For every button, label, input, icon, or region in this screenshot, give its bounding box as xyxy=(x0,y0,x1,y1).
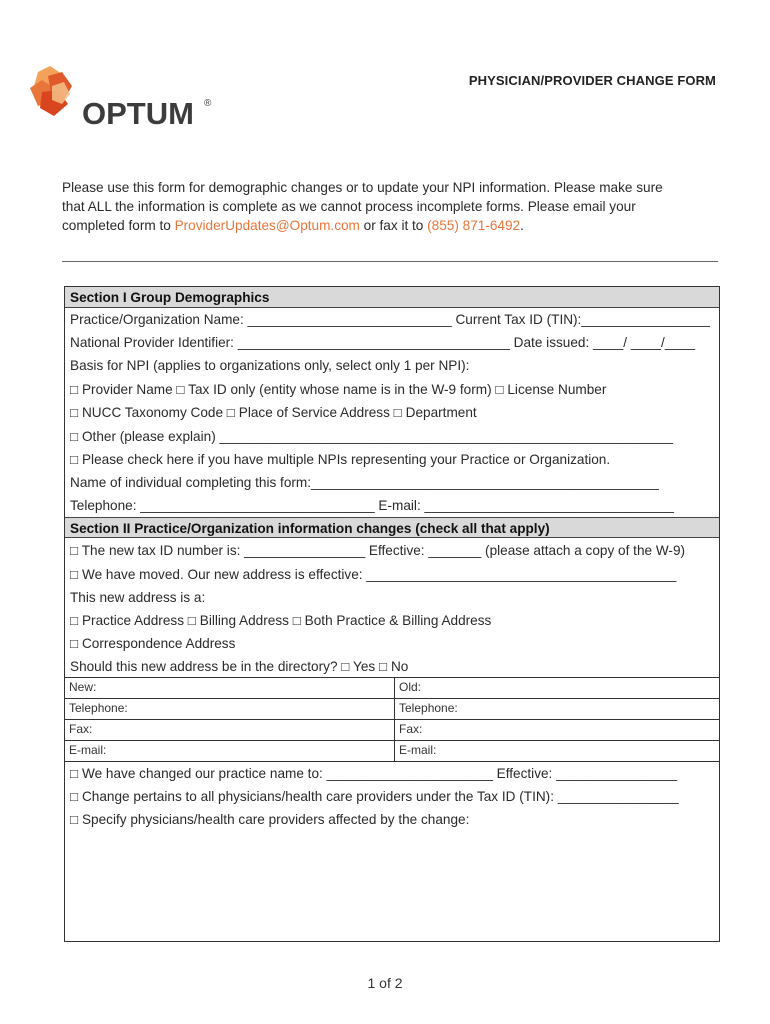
field-specify-providers[interactable]: □ Specify physicians/health care providers affected by the change: xyxy=(70,812,470,827)
grid-cell-old-email[interactable]: E-mail: xyxy=(399,743,437,757)
field-npi[interactable]: National Provider Identifier: ____________________________________ Date issued: ____/ ____/____ xyxy=(70,335,696,350)
registered-mark: ® xyxy=(204,98,212,109)
grid-line xyxy=(65,761,719,762)
form-box xyxy=(64,286,720,942)
intro-line: Please use this form for demographic changes or to update your NPI information. Please make sure xyxy=(62,180,663,195)
intro-line xyxy=(62,216,722,235)
grid-cell-old-fax[interactable]: Fax: xyxy=(399,722,423,736)
form-title: PHYSICIAN/PROVIDER CHANGE FORM xyxy=(468,73,716,88)
address-type-correspondence[interactable]: □ Correspondence Address xyxy=(70,636,236,651)
email-link[interactable]: ProviderUpdates@Optum.com xyxy=(174,218,360,233)
field-telephone-email[interactable]: Telephone: _______________________________ E-mail: _________________________________ xyxy=(70,498,674,513)
field-practice-name[interactable]: Practice/Organization Name: ___________________________ Current Tax ID (TIN):_________________ xyxy=(70,312,710,327)
npi-basis-options[interactable]: □ NUCC Taxonomy Code □ Place of Service Address □ Department xyxy=(70,405,477,420)
address-grid xyxy=(65,677,719,761)
page-number: 1 of 2 xyxy=(367,975,403,991)
field-practice-name-change[interactable]: □ We have changed our practice name to: ______________________ Effective: ________________ xyxy=(70,766,678,781)
intro-text: . xyxy=(520,218,524,233)
optum-logo xyxy=(28,64,218,134)
grid-line xyxy=(65,677,719,678)
field-moved[interactable]: □ We have moved. Our new address is effective: _________________________________________ xyxy=(70,567,677,582)
optum-logo-mark-icon xyxy=(28,64,218,134)
npi-basis-label: Basis for NPI (applies to organizations only, select only 1 per NPI): xyxy=(70,358,470,373)
logo-wordmark: OPTUM xyxy=(82,96,194,131)
section-2-header: Section II Practice/Organization information changes (check all that apply) xyxy=(65,517,719,538)
intro-text: completed form to xyxy=(62,218,175,233)
grid-cell-new-email[interactable]: E-mail: xyxy=(69,743,107,757)
intro-line: that ALL the information is complete as we cannot process incomplete forms. Please email your xyxy=(62,199,636,214)
npi-basis-options[interactable]: □ Provider Name □ Tax ID only (entity whose name is in the W-9 form) □ License Number xyxy=(70,382,607,397)
npi-basis-other[interactable]: □ Other (please explain) ____________________________________________________________ xyxy=(70,429,674,444)
grid-line xyxy=(65,719,719,720)
grid-cell-new-fax[interactable]: Fax: xyxy=(69,722,93,736)
grid-line xyxy=(65,740,719,741)
intro-text: or fax it to xyxy=(359,218,428,233)
directory-question[interactable]: Should this new address be in the directory? □ Yes □ No xyxy=(70,659,409,674)
field-completer-name[interactable]: Name of individual completing this form:______________________________________________ xyxy=(70,475,659,490)
divider xyxy=(62,261,718,262)
grid-cell-old-telephone[interactable]: Telephone: xyxy=(399,701,458,715)
fax-number: (855) 871-6492 xyxy=(427,218,521,233)
grid-cell-new-telephone[interactable]: Telephone: xyxy=(69,701,128,715)
field-change-pertains[interactable]: □ Change pertains to all physicians/health care providers under the Tax ID (TIN): ________________ xyxy=(70,789,679,804)
field-new-tax-id[interactable]: □ The new tax ID number is: ________________ Effective: _______ (please attach a copy of the W-9) xyxy=(70,543,686,558)
grid-line xyxy=(65,698,719,699)
address-type-options[interactable]: □ Practice Address □ Billing Address □ Both Practice & Billing Address xyxy=(70,613,492,628)
address-type-label: This new address is a: xyxy=(70,590,206,605)
multiple-npi-checkbox[interactable]: □ Please check here if you have multiple NPIs representing your Practice or Organization. xyxy=(70,452,611,467)
grid-cell-old[interactable]: Old: xyxy=(399,680,422,694)
intro-paragraph xyxy=(62,178,722,235)
grid-cell-new[interactable]: New: xyxy=(69,680,97,694)
section-1-header: Section I Group Demographics xyxy=(65,287,719,308)
